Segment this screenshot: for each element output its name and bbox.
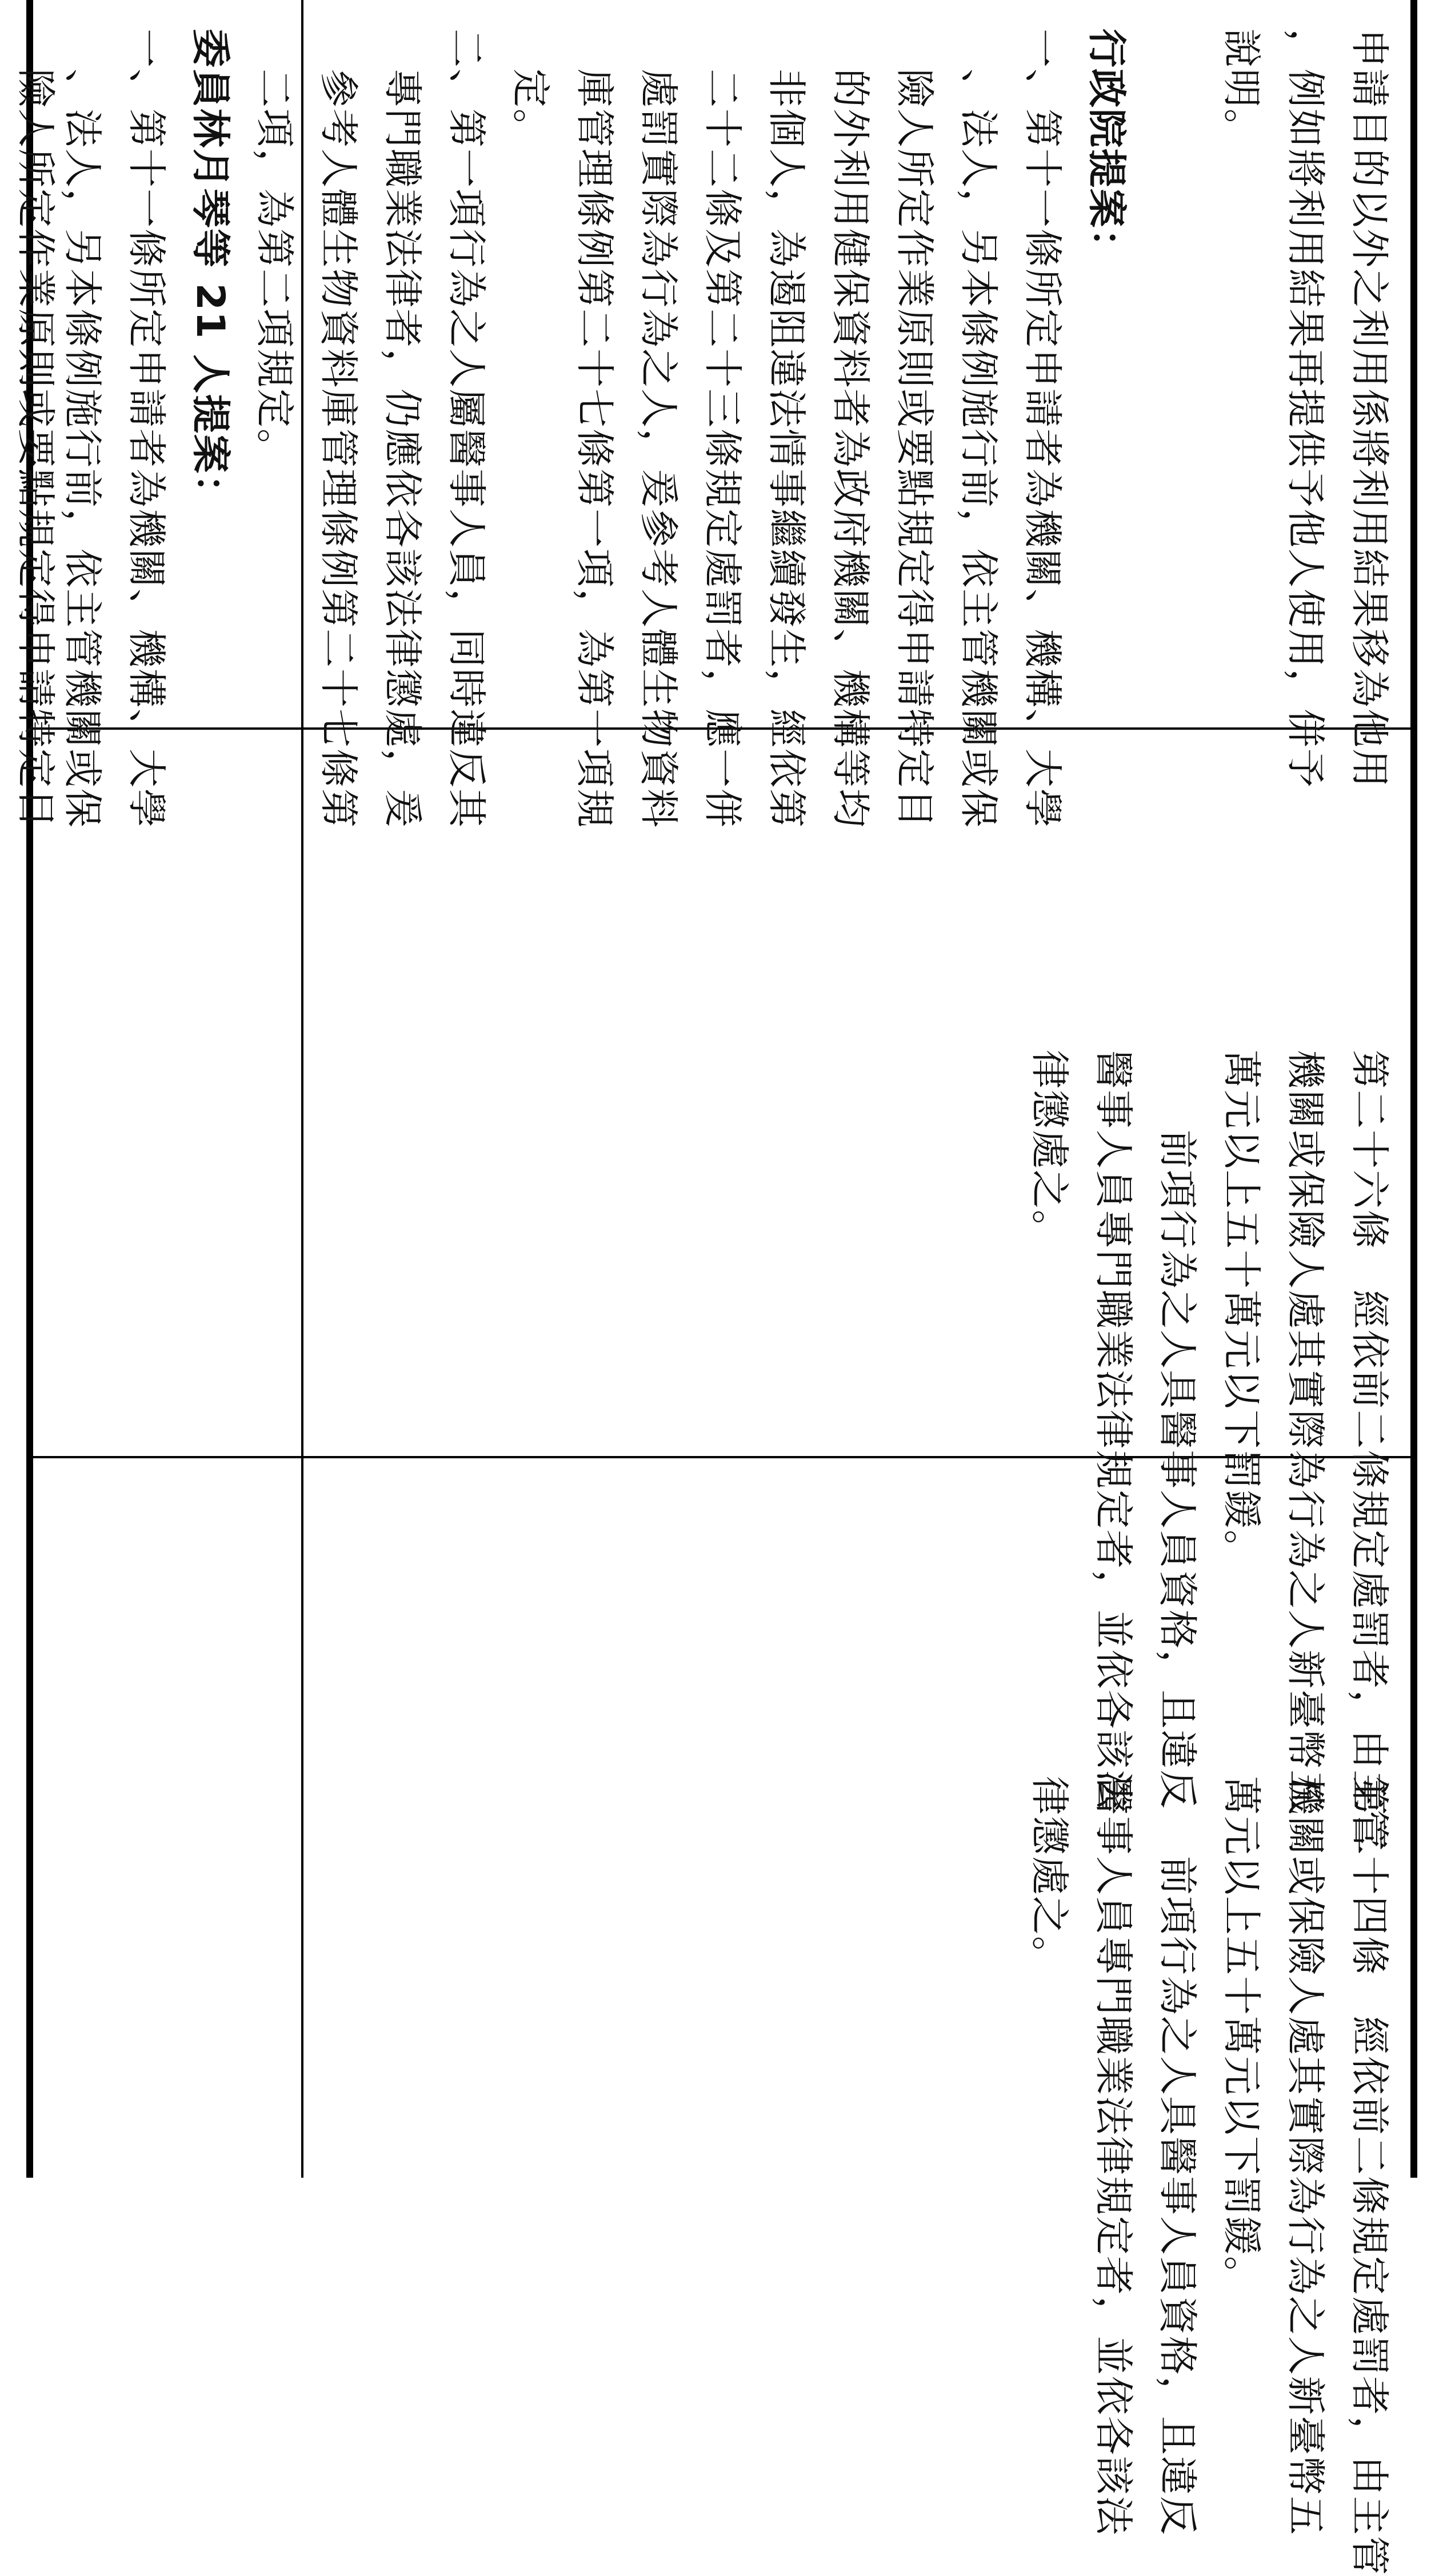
law-line: 醫事人員專門職業法律規定者，並依各該法 (1090, 1776, 1136, 2537)
expl-line: 一、第十一條所定申請者為機關、機構、大學 (123, 29, 169, 829)
proposed-line: 前項行為之人具醫事人員資格，且違反 (1154, 1050, 1200, 1810)
expl-line: 、法人，另本條例施行前，依主管機關或保 (956, 29, 1001, 829)
expl-line: 一、第十一條所定申請者為機關、機構、大學 (1020, 29, 1065, 829)
expl-line: 、法人，另本條例施行前，依主管機關或保 (59, 29, 105, 829)
expl-line: 二項，為第二項規定。 (251, 29, 297, 469)
explanation-column (0, 0, 1435, 829)
expl-line: 定。 (507, 29, 553, 149)
law-line: 萬元以上五十萬元以下罰鍰。 (1218, 1776, 1264, 2297)
member-heading: 委員林月琴等 21 人提案： (187, 29, 233, 514)
law-line: 律懲處之。 (1026, 1776, 1072, 1977)
expl-line: 二、第一項行為之人屬醫事人員，同時違反其 (443, 29, 489, 829)
expl-line: 的外利用健保資料者為政府機關、機構等均 (828, 29, 873, 829)
law-line: 第二十四條 經依前二條規定處罰者，由主管 (1346, 1776, 1392, 2576)
expl-line: 參考人體生物資料庫管理條例第二十七條第 (315, 29, 361, 829)
expl-line: 險人所定作業原則或要點規定得申請特定目 (892, 29, 937, 829)
expl-line: 二十二條及第二十三條規定處罰者，應一併 (699, 29, 745, 829)
law-line: 前項行為之人具醫事人員資格，且違反 (1154, 1776, 1200, 2537)
proposed-line: 機關或保險人處其實際為行為之人新臺幣五 (1282, 1050, 1328, 1810)
expl-line: 險人所定作業原則或要點規定得申請特定目 (13, 29, 58, 829)
proposed-line: 萬元以上五十萬元以下罰鍰。 (1218, 1050, 1264, 1570)
proposed-line: 律懲處之。 (1026, 1050, 1072, 1250)
proposed-column (0, 730, 1435, 1850)
law-line: 機關或保險人處其實際為行為之人新臺幣五 (1282, 1776, 1328, 2537)
expl-line: 說明。 (1218, 29, 1264, 149)
expl-line: 非個人，為遏阻違法情事繼續發生，經依第 (764, 29, 809, 829)
expl-line: 申請目的以外之利用係將利用結果移為他用 (1346, 29, 1392, 789)
expl-line: 庫管理條例第二十七條第一項，為第一項規 (571, 29, 617, 829)
proposed-line: 醫事人員專門職業法律規定者，並依各該法 (1090, 1050, 1136, 1810)
expl-line: ，例如將利用結果再提供予他人使用，併予 (1282, 29, 1328, 789)
expl-line: 處罰實際為行為之人，爰參考人體生物資料 (635, 29, 681, 829)
expl-line: 專門職業法律者，仍應依各該法律懲處，爰 (379, 29, 425, 829)
proposed-line: 第二十六條 經依前二條規定處罰者，由主管 (1346, 1050, 1392, 1850)
exec-heading: 行政院提案： (1084, 29, 1129, 269)
